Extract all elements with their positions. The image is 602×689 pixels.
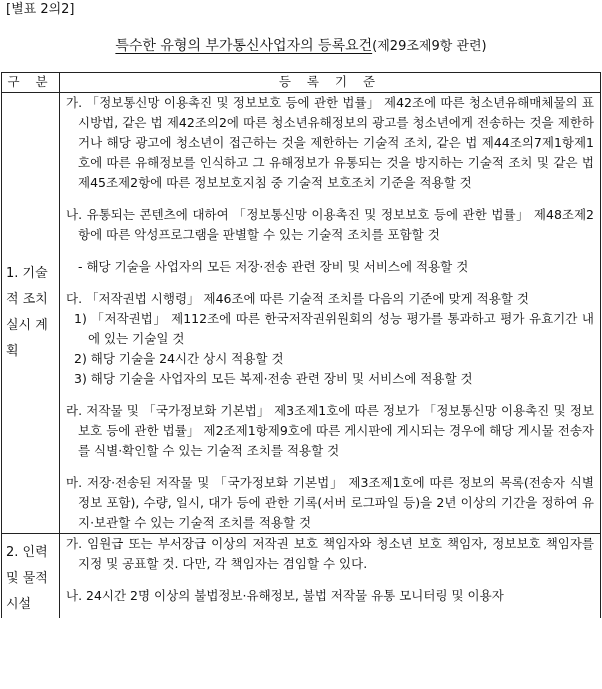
- header-criteria: 등 록 기 준: [60, 73, 601, 93]
- category-technical-measures: 1. 기술적 조치 실시 계획: [2, 93, 60, 534]
- criterion-ga: 가. 「정보통신망 이용촉진 및 정보보호 등에 관한 법률」 제42조에 따른 청소년유해매체물의 표시방법, 같은 법 제42조의2에 따른 청소년유해정보의 광고를 청소년에게 전송하는 것을 제한하거나 해당 광고에 청소년이 접근하는 것을 제한하는 기술적 조치, 같은 법 제44조의7제1항제1호에 따른 유해정보를 인식하고 그 유해정보가 유통되는 것을 방지하는 기술적 조치 및 같은 법 제45조제2항에 따른 정보보호지침 중 기술적 보호조치 기준을 적용할 것: [66, 95, 594, 190]
- criterion-2-ga: 가. 임원급 또는 부서장급 이상의 저작권 보호 책임자와 청소년 보호 책임자, 정보보호 책임자를 지정 및 공표할 것. 다만, 각 책임자는 겸임할 수 있다.: [66, 536, 594, 571]
- header-category: 구 분: [2, 73, 60, 93]
- criteria-technical-measures: [60, 93, 601, 534]
- requirements-table: [1, 72, 601, 618]
- criterion-na: 나. 유통되는 콘텐츠에 대하여 「정보통신망 이용촉진 및 정보보호 등에 관한 법률」 제48조제2항에 따른 악성프로그램을 판별할 수 있는 기술적 조치를 포함할 것: [66, 207, 594, 242]
- criterion-da-1: 1) 「저작권법」 제112조에 따른 한국저작권위원회의 성능 평가를 통과하고 평가 유효기간 내에 있는 기술일 것: [74, 311, 594, 346]
- criterion-da-2: 2) 해당 기술을 24시간 상시 적용할 것: [74, 351, 284, 366]
- table-row: [2, 93, 601, 534]
- criterion-na-sub: - 해당 기술을 사업자의 모든 저장·전송 관련 장비 및 서비스에 적용할 것: [78, 259, 469, 274]
- table-header-row: [2, 73, 601, 93]
- criterion-da: 다. 「저작권법 시행령」 제46조에 따른 기술적 조치를 다음의 기준에 맞게 적용할 것: [66, 291, 529, 306]
- criterion-ma: 마. 저장·전송된 저작물 및 「국가정보화 기본법」 제3조제1호에 따른 정보의 목록(전송자 식별 정보 포함), 수량, 일시, 대가 등에 관한 기록(서버 로그파일 등)을 2년 이상의 기간을 정하여 유지·보관할 수 있는 기술적 조치를 적용할 것: [66, 475, 594, 530]
- criteria-personnel-facilities: [60, 534, 601, 619]
- annex-label: [별표 2의2]: [6, 2, 75, 17]
- document-title: [0, 36, 602, 57]
- criterion-ra: 라. 저작물 및 「국가정보화 기본법」 제3조제1호에 따른 정보가 「정보통신망 이용촉진 및 정보보호 등에 관한 법률」 제2조제1항제9호에 따른 게시판에 게시되는 경우에 해당 게시물 전송자를 식별·확인할 수 있는 기술적 조치를 적용할 것: [66, 403, 594, 458]
- criterion-da-3: 3) 해당 기술을 사업자의 모든 복제·전송 관련 장비 및 서비스에 적용할 것: [74, 371, 473, 386]
- table-row: [2, 534, 601, 619]
- criterion-2-na: 나. 24시간 2명 이상의 불법정보·유해정보, 불법 저작물 유통 모니터링 및 이용자: [66, 588, 504, 603]
- category-personnel-facilities: 2. 인력 및 물적 시설: [2, 534, 60, 619]
- title-main: 특수한 유형의 부가통신사업자의 등록요건: [115, 38, 373, 54]
- title-note: (제29조제9항 관련): [372, 39, 487, 54]
